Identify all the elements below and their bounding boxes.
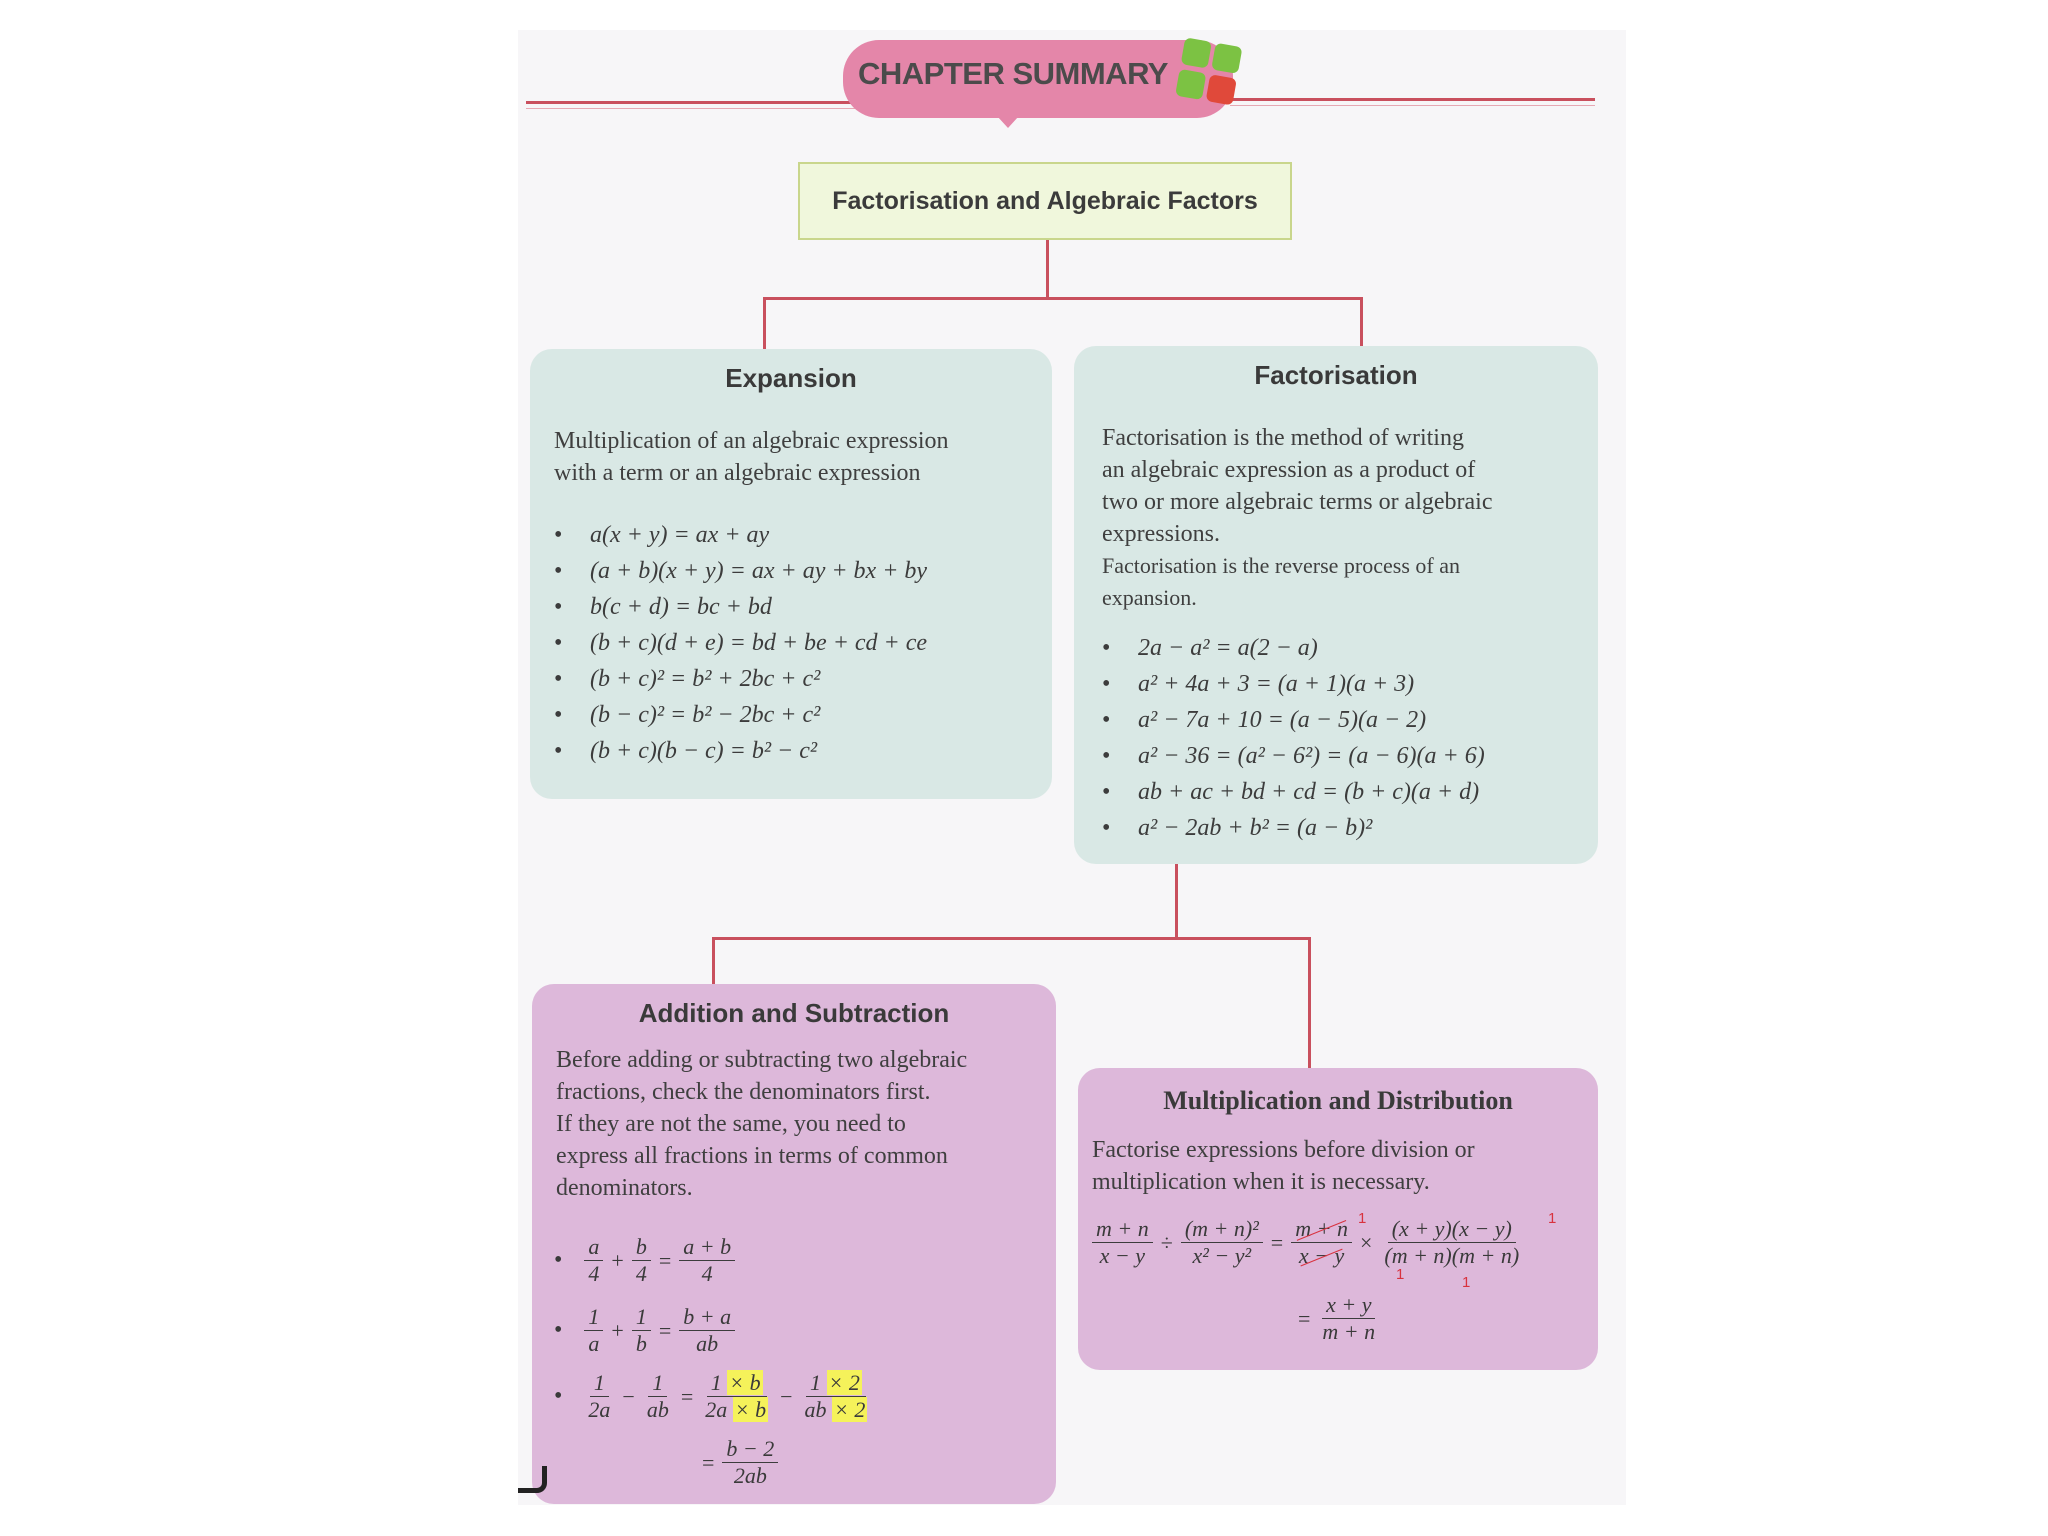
list-item: • a² − 7a + 10 = (a − 5)(a − 2): [1102, 702, 1485, 738]
subtraction-example-3: • $\frac{1}{2a}$ − $\frac{1}{ab}$ = $\frac{1 \times b}{2a \times b}$ − $\frac{1 \times 2}{ab \times 2}$: [554, 1370, 866, 1422]
factorisation-panel: [1074, 346, 1598, 864]
multiplication-distribution-title: Multiplication and Distribution: [1163, 1086, 1513, 1115]
addition-example-2: • $\frac{1}{a}$ + $\frac{1}{b}$ = $\frac{b + a}{ab}$: [554, 1304, 739, 1357]
connector-mid-left: [712, 937, 715, 987]
chapter-grid-icon: [1171, 35, 1247, 117]
page-corner-mark: [518, 1466, 547, 1493]
addition-subtraction-panel: [532, 984, 1056, 1504]
list-item: • ab + ac + bd + cd = (b + c)(a + d): [1102, 774, 1485, 810]
multiplication-distribution-panel: [1078, 1068, 1598, 1370]
expansion-identity-list: [554, 517, 927, 769]
addition-subtraction-title: Addition and Subtraction: [638, 998, 950, 1028]
header-rule-right: [1230, 98, 1595, 101]
list-item: • a² − 2ab + b² = (a − b)²: [1102, 810, 1485, 846]
factorisation-description: Factorisation is the method of writing an algebraic expression as a product of two or more algebraic terms or algebraic expressions. Factorisation is the reverse process of an expansion.: [1102, 425, 1493, 610]
connector-top-bar: [763, 297, 1363, 300]
multiplication-example: $\frac{m + n}{x - y}$ ÷ $\frac{\text{(m + n)²}}{\text{x² − y²}}$ = $\frac{m + n}{x - y}$ × $\frac{(x + y)(x - y)}{(m + n)(m + n)}$: [1088, 1216, 1527, 1269]
banner-pointer: [997, 116, 1019, 128]
list-item: • (b − c)² = b² − 2bc + c²: [554, 697, 927, 733]
connector-mid-right: [1308, 937, 1311, 1072]
addition-subtraction-description: Before adding or subtracting two algebraic fractions, check the denominators first. If they are not the same, you need to express all fractions in terms of common denominators.: [556, 1047, 968, 1201]
header-rule-left-thin: [526, 108, 856, 109]
cancel-mark: 1: [1462, 1274, 1471, 1291]
connector-top-right: [1360, 297, 1363, 353]
connector-top-left: [763, 297, 766, 353]
factorisation-title: Factorisation: [1254, 360, 1418, 390]
header-rule-left: [526, 101, 856, 104]
connector-mid-stem: [1175, 864, 1178, 940]
list-item: • a² + 4a + 3 = (a + 1)(a + 3): [1102, 666, 1485, 702]
list-item: • (a + b)(x + y) = ax + ay + bx + by: [554, 553, 927, 589]
addition-example-1: • $\frac{a}{4}$ + $\frac{b}{4}$ = $\frac{a + b}{4}$: [554, 1234, 739, 1287]
chapter-summary-title: CHAPTER SUMMARY: [858, 56, 1168, 91]
factorisation-identity-list: [1102, 630, 1485, 846]
list-item: • a² − 36 = (a² − 6²) = (a − 6)(a + 6): [1102, 738, 1485, 774]
expansion-title: Expansion: [725, 363, 857, 393]
list-item: • (b + c)(b − c) = b² − c²: [554, 733, 927, 769]
list-item: • (b + c)(d + e) = bd + be + cd + ce: [554, 625, 927, 661]
cancel-mark: 1: [1548, 1210, 1557, 1227]
header-rule-right-thin: [1230, 105, 1595, 106]
connector-top-stem: [1046, 240, 1049, 300]
main-topic-title: Factorisation and Algebraic Factors: [832, 186, 1258, 215]
cancel-mark: 1: [1358, 1210, 1367, 1227]
list-item: • b(c + d) = bc + bd: [554, 589, 927, 625]
main-topic-box: [798, 162, 1292, 240]
cancel-mark: 1: [1396, 1266, 1405, 1283]
list-item: • (b + c)² = b² + 2bc + c²: [554, 661, 927, 697]
subtraction-example-3-result: = $\frac{b - 2}{2ab}$: [698, 1436, 782, 1489]
multiplication-distribution-description: Factorise expressions before division or multiplication when it is necessary.: [1092, 1137, 1475, 1195]
list-item: • a(x + y) = ax + ay: [554, 517, 927, 553]
multiplication-result: = $\frac{x + y}{m + n}$: [1298, 1292, 1376, 1344]
connector-mid-bar: [712, 937, 1311, 940]
expansion-panel: [530, 349, 1052, 799]
expansion-description: Multiplication of an algebraic expression with a term or an algebraic expression: [554, 428, 949, 486]
list-item: • 2a − a² = a(2 − a): [1102, 630, 1485, 666]
